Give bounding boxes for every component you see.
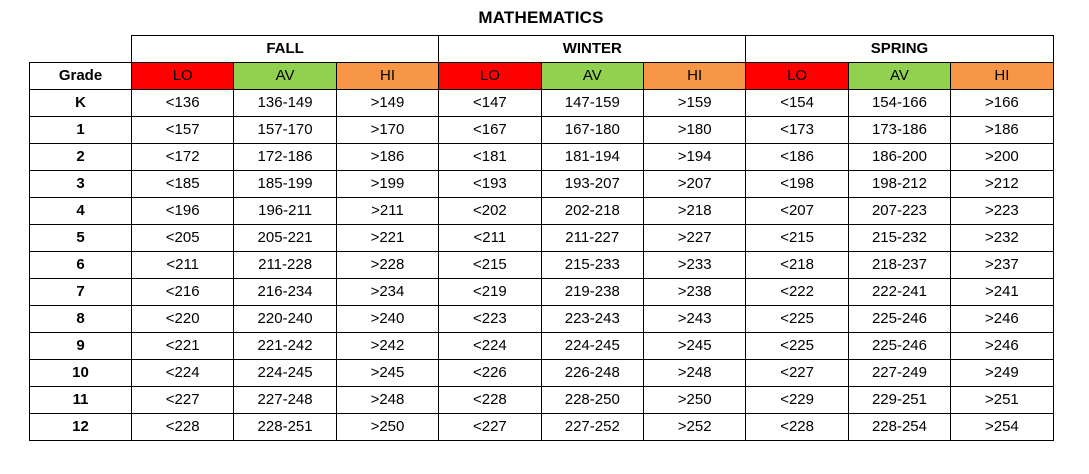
grade-cell: 9 [30, 333, 132, 360]
fall-range-cell: 172-186 [234, 144, 336, 171]
spring-range-cell: 207-223 [848, 198, 950, 225]
grade-cell: 12 [30, 414, 132, 441]
winter-range-cell: <181 [439, 144, 541, 171]
spring-range-cell: 227-249 [848, 360, 950, 387]
grade-cell: 8 [30, 306, 132, 333]
winter-range-cell: <215 [439, 252, 541, 279]
spring-range-cell: <228 [746, 414, 848, 441]
spring-range-cell: >166 [951, 90, 1053, 117]
season-header-winter: WINTER [439, 36, 746, 63]
grade-cell: 6 [30, 252, 132, 279]
spring-range-cell: >254 [951, 414, 1053, 441]
fall-range-cell: >170 [336, 117, 438, 144]
spring-range-cell: >241 [951, 279, 1053, 306]
winter-range-cell: 226-248 [541, 360, 643, 387]
fall-range-cell: 227-248 [234, 387, 336, 414]
season-header-row [30, 36, 1054, 63]
band-header-av: AV [541, 63, 643, 90]
winter-range-cell: 202-218 [541, 198, 643, 225]
table-row [30, 333, 1054, 360]
fall-range-cell: >245 [336, 360, 438, 387]
winter-range-cell: <147 [439, 90, 541, 117]
spring-range-cell: >237 [951, 252, 1053, 279]
winter-range-cell: >159 [643, 90, 745, 117]
fall-range-cell: <228 [132, 414, 234, 441]
spring-range-cell: 218-237 [848, 252, 950, 279]
grade-cell: K [30, 90, 132, 117]
fall-range-cell: <216 [132, 279, 234, 306]
winter-range-cell: 167-180 [541, 117, 643, 144]
spring-range-cell: 229-251 [848, 387, 950, 414]
spring-range-cell: <186 [746, 144, 848, 171]
spring-range-cell: 154-166 [848, 90, 950, 117]
fall-range-cell: 205-221 [234, 225, 336, 252]
fall-range-cell: <227 [132, 387, 234, 414]
benchmark-table [29, 35, 1054, 441]
fall-range-cell: >242 [336, 333, 438, 360]
spring-range-cell: >212 [951, 171, 1053, 198]
fall-range-cell: 196-211 [234, 198, 336, 225]
corner-blank-cell [30, 36, 132, 63]
fall-range-cell: <211 [132, 252, 234, 279]
winter-range-cell: >207 [643, 171, 745, 198]
winter-range-cell: <167 [439, 117, 541, 144]
spring-range-cell: >246 [951, 306, 1053, 333]
winter-range-cell: >243 [643, 306, 745, 333]
grade-cell: 4 [30, 198, 132, 225]
winter-range-cell: >238 [643, 279, 745, 306]
spring-range-cell: <218 [746, 252, 848, 279]
winter-range-cell: >252 [643, 414, 745, 441]
grade-cell: 1 [30, 117, 132, 144]
band-header-row [30, 63, 1054, 90]
table-row [30, 252, 1054, 279]
season-header-spring: SPRING [746, 36, 1053, 63]
band-header-hi: HI [336, 63, 438, 90]
band-header-av: AV [848, 63, 950, 90]
winter-range-cell: <227 [439, 414, 541, 441]
fall-range-cell: <196 [132, 198, 234, 225]
winter-range-cell: 193-207 [541, 171, 643, 198]
spring-range-cell: <227 [746, 360, 848, 387]
fall-range-cell: >248 [336, 387, 438, 414]
spring-range-cell: <222 [746, 279, 848, 306]
grade-cell: 7 [30, 279, 132, 306]
winter-range-cell: >250 [643, 387, 745, 414]
grade-column-header: Grade [30, 63, 132, 90]
table-row [30, 279, 1054, 306]
spring-range-cell: <207 [746, 198, 848, 225]
table-row [30, 387, 1054, 414]
fall-range-cell: <220 [132, 306, 234, 333]
table-row [30, 90, 1054, 117]
fall-range-cell: <136 [132, 90, 234, 117]
winter-range-cell: >233 [643, 252, 745, 279]
table-row [30, 225, 1054, 252]
table-row [30, 360, 1054, 387]
fall-range-cell: >240 [336, 306, 438, 333]
fall-range-cell: 157-170 [234, 117, 336, 144]
winter-range-cell: 219-238 [541, 279, 643, 306]
table-body [30, 90, 1054, 441]
band-header-lo: LO [746, 63, 848, 90]
winter-range-cell: 181-194 [541, 144, 643, 171]
spring-range-cell: 228-254 [848, 414, 950, 441]
fall-range-cell: 185-199 [234, 171, 336, 198]
spring-range-cell: 225-246 [848, 306, 950, 333]
band-header-hi: HI [643, 63, 745, 90]
winter-range-cell: <193 [439, 171, 541, 198]
page-title: MATHEMATICS [478, 8, 604, 27]
fall-range-cell: >228 [336, 252, 438, 279]
spring-range-cell: >223 [951, 198, 1053, 225]
grade-cell: 10 [30, 360, 132, 387]
fall-range-cell: 136-149 [234, 90, 336, 117]
winter-range-cell: <202 [439, 198, 541, 225]
fall-range-cell: <172 [132, 144, 234, 171]
season-header-fall: FALL [132, 36, 439, 63]
winter-range-cell: 223-243 [541, 306, 643, 333]
winter-range-cell: >227 [643, 225, 745, 252]
winter-range-cell: >245 [643, 333, 745, 360]
winter-range-cell: <219 [439, 279, 541, 306]
spring-range-cell: <154 [746, 90, 848, 117]
fall-range-cell: <221 [132, 333, 234, 360]
fall-range-cell: <205 [132, 225, 234, 252]
fall-range-cell: >211 [336, 198, 438, 225]
spring-range-cell: <225 [746, 333, 848, 360]
winter-range-cell: <224 [439, 333, 541, 360]
spring-range-cell: >251 [951, 387, 1053, 414]
fall-range-cell: 221-242 [234, 333, 336, 360]
fall-range-cell: >149 [336, 90, 438, 117]
grade-cell: 3 [30, 171, 132, 198]
band-header-lo: LO [439, 63, 541, 90]
fall-range-cell: 216-234 [234, 279, 336, 306]
fall-range-cell: <185 [132, 171, 234, 198]
winter-range-cell: <226 [439, 360, 541, 387]
fall-range-cell: >199 [336, 171, 438, 198]
spring-range-cell: 215-232 [848, 225, 950, 252]
fall-range-cell: >186 [336, 144, 438, 171]
fall-range-cell: <224 [132, 360, 234, 387]
fall-range-cell: 224-245 [234, 360, 336, 387]
fall-range-cell: 228-251 [234, 414, 336, 441]
table-row [30, 117, 1054, 144]
band-header-hi: HI [951, 63, 1053, 90]
grade-cell: 2 [30, 144, 132, 171]
winter-range-cell: 215-233 [541, 252, 643, 279]
table-row [30, 306, 1054, 333]
spring-range-cell: 222-241 [848, 279, 950, 306]
winter-range-cell: >194 [643, 144, 745, 171]
winter-range-cell: <211 [439, 225, 541, 252]
spring-range-cell: >249 [951, 360, 1053, 387]
table-row [30, 198, 1054, 225]
winter-range-cell: <223 [439, 306, 541, 333]
winter-range-cell: 228-250 [541, 387, 643, 414]
winter-range-cell: >218 [643, 198, 745, 225]
winter-range-cell: <228 [439, 387, 541, 414]
spring-range-cell: 186-200 [848, 144, 950, 171]
band-header-av: AV [234, 63, 336, 90]
table-row [30, 144, 1054, 171]
winter-range-cell: 147-159 [541, 90, 643, 117]
winter-range-cell: >180 [643, 117, 745, 144]
spring-range-cell: >232 [951, 225, 1053, 252]
spring-range-cell: 225-246 [848, 333, 950, 360]
table-row [30, 414, 1054, 441]
spring-range-cell: >200 [951, 144, 1053, 171]
spring-range-cell: 173-186 [848, 117, 950, 144]
table-row [30, 171, 1054, 198]
winter-range-cell: >248 [643, 360, 745, 387]
spring-range-cell: <229 [746, 387, 848, 414]
grade-cell: 11 [30, 387, 132, 414]
spring-range-cell: >246 [951, 333, 1053, 360]
spring-range-cell: 198-212 [848, 171, 950, 198]
fall-range-cell: >250 [336, 414, 438, 441]
spring-range-cell: <173 [746, 117, 848, 144]
fall-range-cell: <157 [132, 117, 234, 144]
fall-range-cell: 211-228 [234, 252, 336, 279]
spring-range-cell: <225 [746, 306, 848, 333]
fall-range-cell: 220-240 [234, 306, 336, 333]
winter-range-cell: 224-245 [541, 333, 643, 360]
spring-range-cell: <215 [746, 225, 848, 252]
spring-range-cell: <198 [746, 171, 848, 198]
grade-cell: 5 [30, 225, 132, 252]
winter-range-cell: 211-227 [541, 225, 643, 252]
fall-range-cell: >221 [336, 225, 438, 252]
band-header-lo: LO [132, 63, 234, 90]
fall-range-cell: >234 [336, 279, 438, 306]
winter-range-cell: 227-252 [541, 414, 643, 441]
spring-range-cell: >186 [951, 117, 1053, 144]
